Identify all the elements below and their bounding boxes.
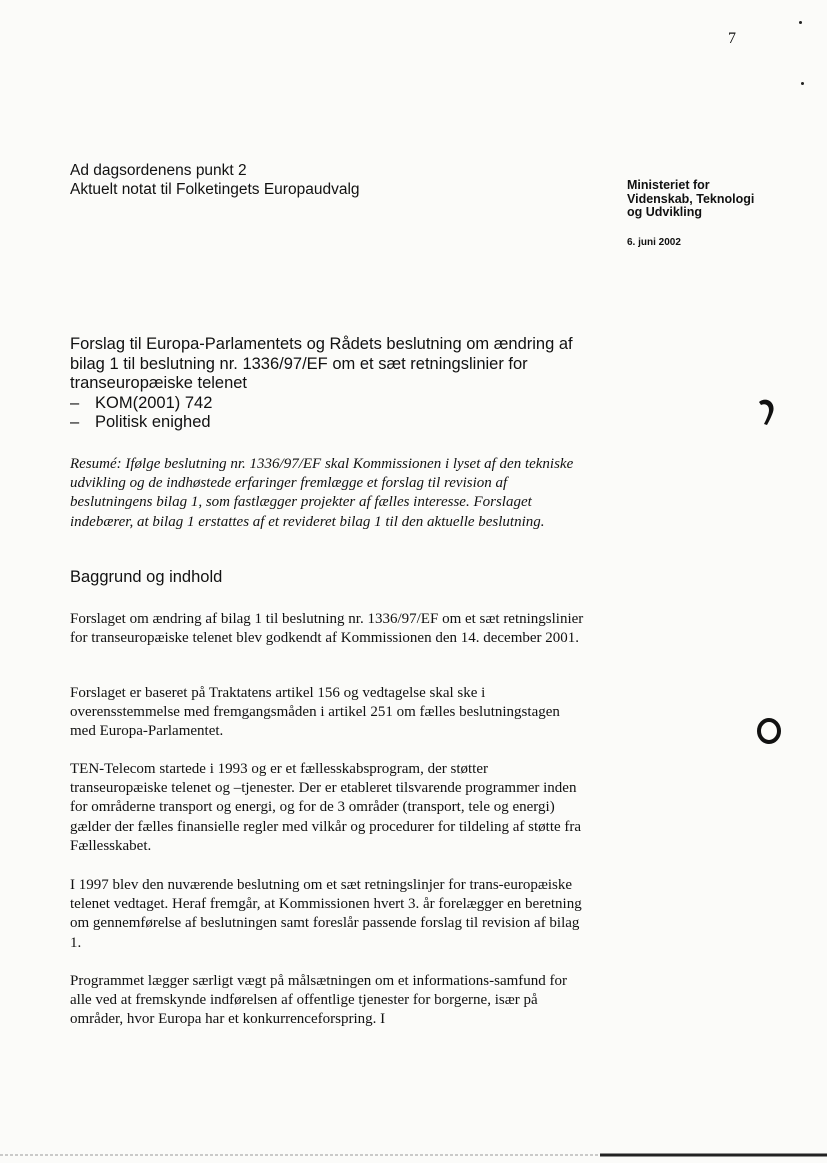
com-reference: KOM(2001) 742	[95, 393, 213, 412]
scan-edge-line	[0, 1152, 827, 1158]
summary-paragraph: Resumé: Ifølge beslutning nr. 1336/97/EF skal Kommissionen i lyset af den tekniske udvikling og de indhøstede erfaringer fremlægge et forslag til revision af beslutningens bilag 1, som fastlægger projekter af fælles interesse. Forslaget indebærer, at bilag 1 erstattes af et revideret bilag 1 til den aktuelle beslutning.	[70, 456, 574, 530]
section-heading: Baggrund og indhold	[70, 568, 223, 586]
scan-speck	[799, 21, 802, 24]
body-paragraph: Forslaget er baseret på Traktatens artikel 156 og vedtagelse skal ske i overensstemmelse med fremgangsmåden i artikel 251 om fælles beslutningstagen med Europa-Parlamentet.	[70, 685, 560, 740]
page-number: 7	[728, 30, 736, 47]
committee-note: Aktuelt notat til Folketingets Europaudvalg	[70, 181, 360, 198]
agenda-point: Ad dagsordenens punkt 2	[70, 162, 247, 179]
ministry-line: Ministeriet for	[627, 178, 710, 192]
scan-speck	[801, 82, 804, 85]
punch-hole-mark	[756, 396, 778, 426]
dash-bullet: –	[70, 413, 80, 431]
agenda-header	[70, 161, 360, 199]
document-date: 6. juni 2002	[627, 237, 681, 248]
title-list-item	[70, 394, 600, 414]
proposal-title-block	[70, 335, 600, 433]
body-paragraph: Programmet lægger særligt vægt på målsætningen om et informations-samfund for alle ved at fremskynde indførelsen af offentlige tjenester for borgerne, især på områder, hvor Europa har et konkurrenceforspring. I	[70, 973, 568, 1028]
dash-bullet: –	[70, 393, 80, 412]
punch-hole-mark	[757, 718, 781, 744]
body-paragraph: I 1997 blev den nuværende beslutning om et sæt retningslinjer for trans-europæiske telenet vedtaget. Heraf fremgår, at Kommissionen hvert 3. år forelægger en beretning om gennemførelse af beslutningen samt foreslår passende forslag til revision af bilag 1.	[70, 877, 582, 951]
proposal-title: Forslag til Europa-Parlamentets og Rådets beslutning om ændring af bilag 1 til beslutning nr. 1336/97/EF om et sæt retningslinier for transeuropæiske telenet	[70, 335, 573, 392]
status-text: Politisk enighed	[95, 413, 211, 431]
ministry-block	[627, 179, 754, 220]
ministry-line: Videnskab, Teknologi	[627, 191, 755, 206]
title-list-item	[70, 413, 600, 433]
body-paragraph: Forslaget om ændring af bilag 1 til beslutning nr. 1336/97/EF om et sæt retningslinier for transeuropæiske telenet blev godkendt af Kommissionen den 14. december 2001.	[70, 611, 584, 647]
ministry-line: og Udvikling	[627, 205, 702, 219]
body-paragraph: TEN-Telecom startede i 1993 og er et fællesskabsprogram, der støtter transeuropæiske telenet og –tjenester. Der er etableret tilsvarende programmer inden for områderne transport og energi, og for de 3 områder (transport, tele og energi) gælder der fælles finansielle regler med vilkår og procedurer for tildeling af støtte fra Fællesskabet.	[70, 761, 582, 854]
